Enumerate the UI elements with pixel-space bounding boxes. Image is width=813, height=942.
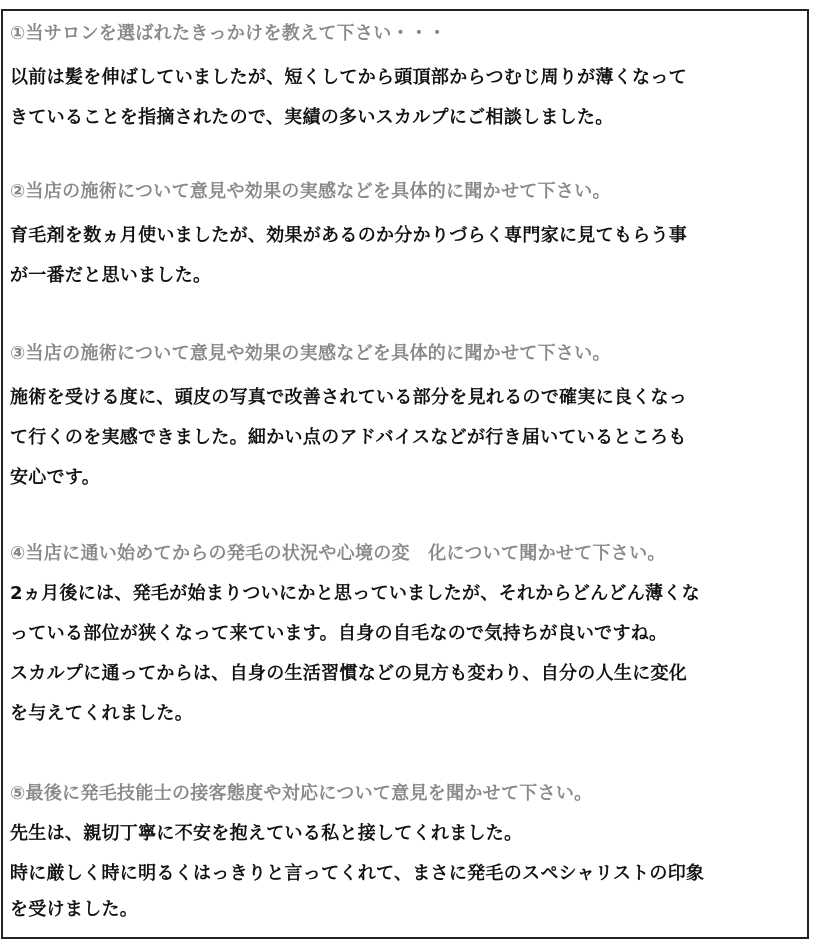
answer-5-line-2: 時に厳しく時に明るくはっきりと言ってくれて、まさに発毛のスペシャリストの印象	[10, 863, 705, 884]
answer-3-line-3: 安心です。	[10, 467, 101, 488]
answer-4-line-3: スカルプに通ってからは、自身の生活習慣などの見方も変わり、自分の人生に変化	[10, 663, 688, 684]
question-4: ④当店に通い始めてからの発毛の状況や心境の変 化について聞かせて下さい。	[10, 543, 666, 564]
answer-1-line-2: きていることを指摘されたので、実績の多いスカルプにご相談しました。	[10, 107, 614, 128]
answer-5-line-3: を受けました。	[10, 899, 139, 920]
answer-1-line-1: 以前は髪を伸ばしていましたが、短くしてから頭頂部からつむじ周りが薄くなって	[10, 67, 687, 88]
question-5: ⑤最後に発毛技能士の接客態度や対応について意見を聞かせて下さい。	[10, 783, 593, 804]
question-2: ②当店の施術について意見や効果の実感などを具体的に聞かせて下さい。	[10, 181, 611, 202]
answer-4-line-2: っている部位が狭くなって来ています。自身の自毛なので気持ちが良いですね。	[10, 623, 668, 644]
answer-3-line-2: て行くのを実感できました。細かい点のアドバイスなどが行き届いているところも	[10, 427, 687, 448]
answer-4-line-1: 2ヵ月後には、発毛が始まりついにかと思っていましたが、それからどんどん薄くな	[10, 583, 700, 604]
answer-2-line-2: が一番だと思いました。	[10, 265, 212, 286]
question-3: ③当店の施術について意見や効果の実感などを具体的に聞かせて下さい。	[10, 343, 611, 364]
question-1: ①当サロンを選ばれたきっかけを教えて下さい・・・	[10, 23, 447, 44]
answer-4-line-4: を与えてくれました。	[10, 703, 193, 724]
answer-3-line-1: 施術を受ける度に、頭皮の写真で改善されている部分を見れるので確実に良くなっ	[10, 387, 688, 408]
answer-5-line-1: 先生は、親切丁寧に不安を抱えている私と接してくれました。	[10, 823, 523, 844]
answer-2-line-1: 育毛剤を数ヵ月使いましたが、効果があるのか分かりづらく専門家に見てもらう事	[10, 225, 688, 246]
